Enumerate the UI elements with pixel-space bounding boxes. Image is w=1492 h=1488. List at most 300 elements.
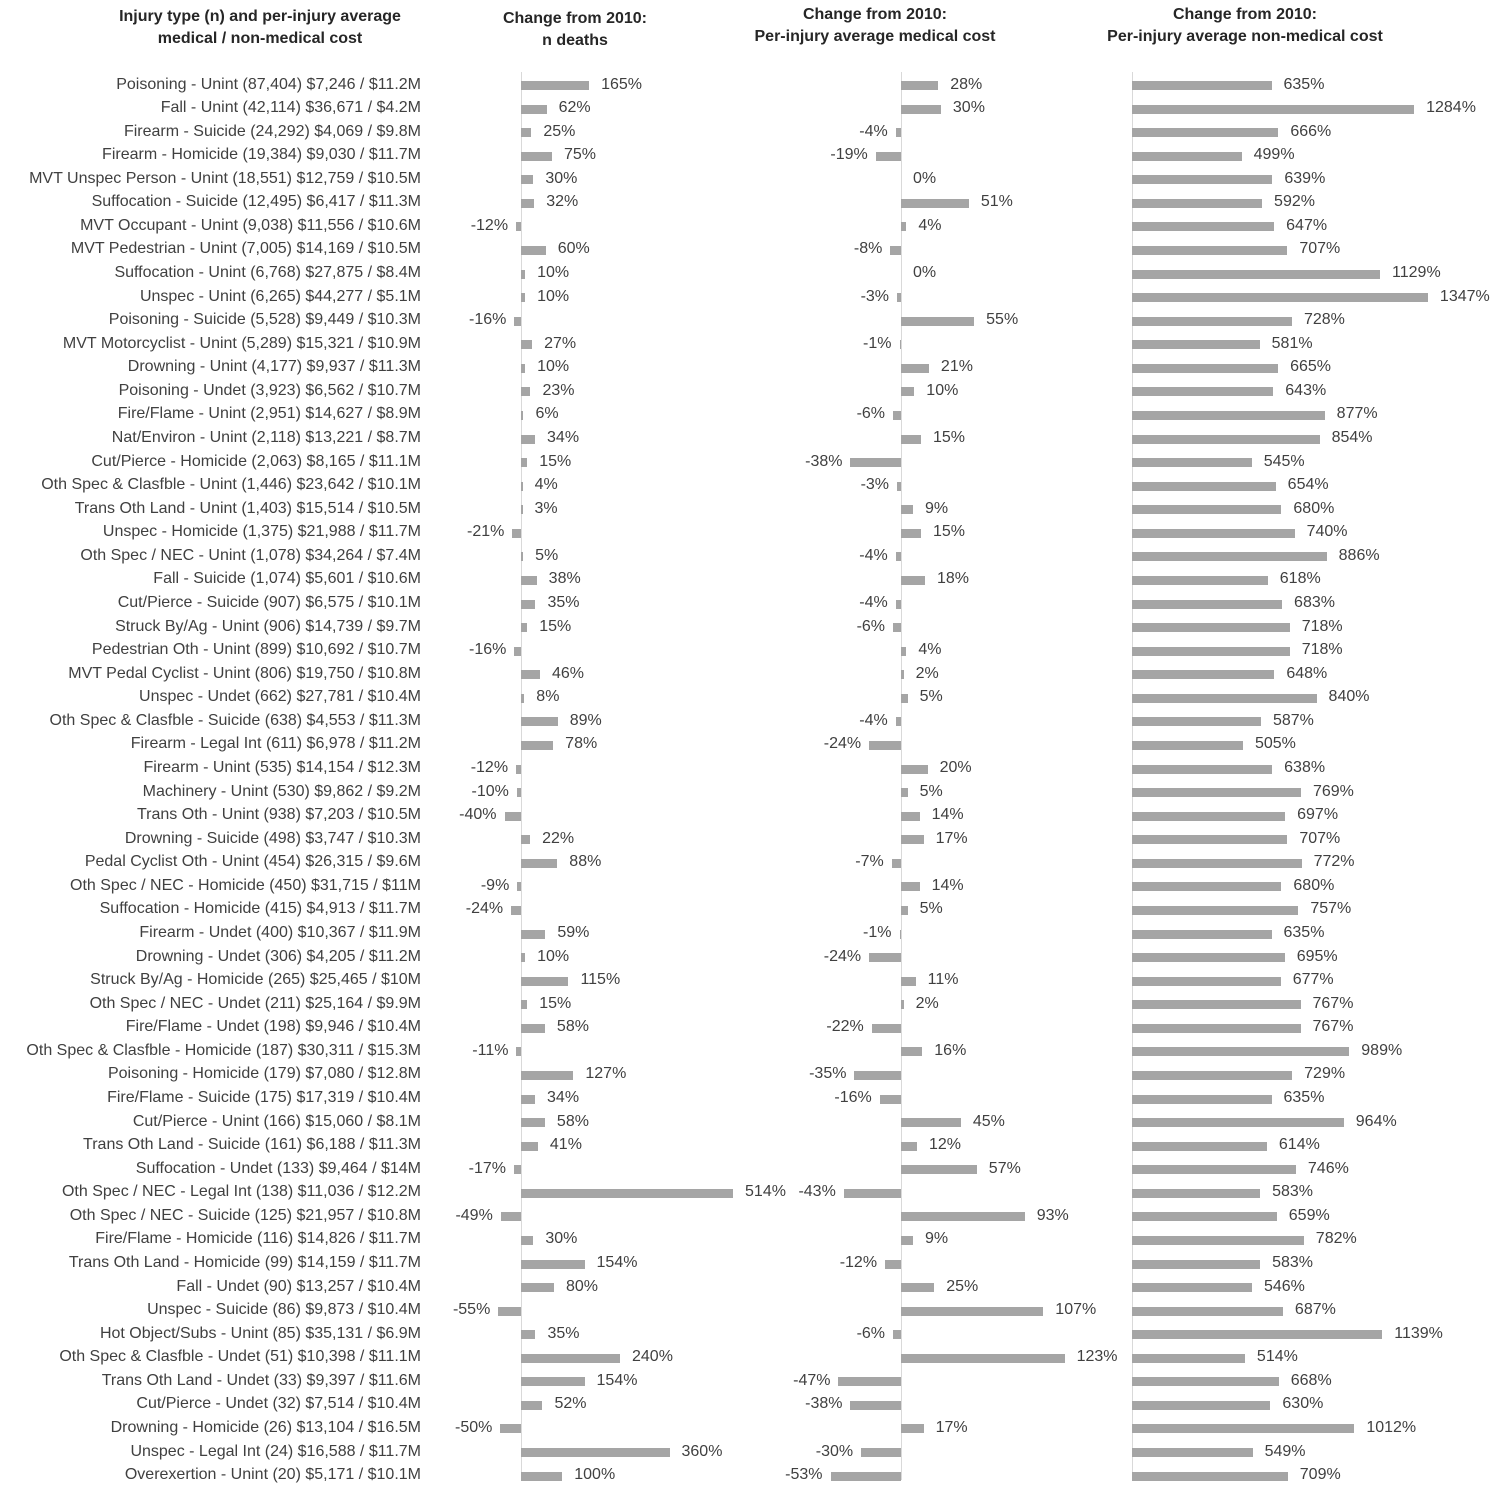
data-label-deaths: 46% (551, 664, 584, 682)
data-label-medical: 9% (924, 1230, 949, 1248)
data-label-medical: 93% (1036, 1206, 1069, 1224)
category-label: Suffocation - Suicide (12,495) $6,417 / $11.3M (91, 193, 421, 211)
data-label-medical: 30% (952, 99, 985, 117)
bar-deaths (521, 387, 530, 396)
bar-medical (900, 930, 902, 939)
bar-medical (880, 1095, 901, 1104)
data-label-nonmedical: 514% (1256, 1348, 1298, 1366)
bar-medical (901, 694, 908, 703)
bar-deaths (521, 1448, 670, 1457)
data-label-medical: -4% (859, 594, 888, 612)
data-label-medical: 17% (935, 1418, 968, 1436)
bar-nonmedical (1132, 882, 1281, 891)
bar-medical (901, 81, 938, 90)
bar-deaths (521, 1118, 545, 1127)
bar-medical (901, 105, 941, 114)
bar-medical (850, 458, 901, 467)
bar-medical (901, 835, 924, 844)
data-label-deaths: 32% (546, 193, 579, 211)
data-label-medical: -24% (823, 735, 862, 753)
data-label-medical: 28% (950, 75, 983, 93)
data-label-deaths: -16% (469, 641, 507, 659)
data-label-medical: 14% (931, 876, 964, 894)
category-label: Pedal Cyclist Oth - Unint (454) $26,315 / $9.6M (84, 853, 421, 871)
data-label-deaths: 240% (632, 1348, 673, 1366)
data-label-medical: 4% (918, 216, 942, 234)
category-label: Oth Spec / NEC - Undet (211) $25,164 / $9.9M (89, 994, 421, 1012)
data-label-medical: -30% (815, 1442, 854, 1460)
bar-nonmedical (1132, 340, 1260, 349)
bar-deaths (517, 882, 521, 891)
bar-medical (901, 1424, 924, 1433)
bar-nonmedical (1132, 505, 1281, 514)
data-label-medical: 45% (972, 1112, 1005, 1130)
data-label-deaths: 34% (547, 1089, 580, 1106)
bar-medical (901, 765, 928, 774)
data-label-medical: -4% (859, 546, 888, 564)
bar-nonmedical (1132, 293, 1428, 302)
bar-deaths (511, 906, 521, 915)
bar-medical (900, 340, 902, 349)
bar-medical (896, 128, 901, 137)
data-label-medical: -22% (826, 1018, 864, 1036)
bar-medical (896, 717, 901, 726)
data-label-deaths: 3% (534, 499, 558, 517)
data-label-nonmedical: 886% (1338, 546, 1380, 564)
data-label-medical: -6% (856, 617, 886, 635)
bar-deaths (521, 482, 523, 491)
bar-deaths (521, 977, 568, 986)
bar-nonmedical (1132, 1448, 1253, 1457)
bar-nonmedical (1132, 1095, 1272, 1104)
bar-nonmedical (1132, 953, 1285, 962)
data-label-nonmedical: 583% (1272, 1254, 1313, 1271)
bar-nonmedical (1132, 1165, 1296, 1174)
data-label-medical: 0% (913, 264, 937, 282)
data-label-medical: -12% (839, 1254, 878, 1271)
category-label: MVT Pedal Cyclist - Unint (806) $19,750 / $10.8M (68, 664, 421, 682)
category-label: Unspec - Unint (6,265) $44,277 / $5.1M (139, 287, 421, 305)
category-label: MVT Pedestrian - Unint (7,005) $14,169 / $10.5M (70, 240, 421, 258)
bar-nonmedical (1132, 1118, 1344, 1127)
category-label: Unspec - Legal Int (24) $16,588 / $11.7M (130, 1442, 421, 1460)
data-label-deaths: 100% (574, 1466, 616, 1484)
data-label-nonmedical: 505% (1254, 735, 1296, 753)
bar-nonmedical (1132, 105, 1414, 114)
bar-medical (901, 1142, 917, 1151)
bar-nonmedical (1132, 81, 1272, 90)
bar-deaths (521, 1354, 620, 1363)
bar-deaths (521, 1260, 585, 1269)
category-label: Firearm - Homicide (19,384) $9,030 / $11.7M (102, 146, 421, 164)
data-label-nonmedical: 782% (1315, 1230, 1357, 1248)
category-label: Oth Spec / NEC - Suicide (125) $21,957 / $10.8M (69, 1206, 421, 1224)
bar-deaths (521, 175, 533, 184)
bar-nonmedical (1132, 1142, 1267, 1151)
data-label-nonmedical: 545% (1263, 452, 1305, 470)
bar-nonmedical (1132, 175, 1272, 184)
data-label-nonmedical: 499% (1253, 146, 1295, 164)
bar-medical (901, 435, 921, 444)
data-label-nonmedical: 709% (1299, 1466, 1341, 1484)
bar-nonmedical (1132, 930, 1272, 939)
bar-medical (893, 623, 901, 632)
data-label-deaths: 6% (535, 405, 559, 423)
data-label-nonmedical: 639% (1284, 169, 1326, 187)
data-label-nonmedical: 654% (1287, 476, 1329, 494)
data-label-nonmedical: 659% (1288, 1206, 1330, 1224)
data-label-nonmedical: 877% (1336, 405, 1378, 423)
data-label-nonmedical: 695% (1296, 947, 1338, 965)
bar-deaths (521, 1236, 533, 1245)
bar-nonmedical (1132, 717, 1261, 726)
data-label-deaths: -16% (469, 311, 507, 329)
data-label-nonmedical: 707% (1299, 829, 1341, 847)
data-label-deaths: -9% (480, 876, 510, 894)
category-label: Drowning - Suicide (498) $3,747 / $10.3M (124, 829, 421, 847)
header-injury-type-line-1: Injury type (n) and per-injury average (119, 8, 401, 25)
bar-deaths (521, 1189, 733, 1198)
category-label: MVT Motorcyclist - Unint (5,289) $15,321 / $10.9M (62, 334, 421, 352)
data-label-deaths: 80% (566, 1277, 599, 1295)
data-label-deaths: 127% (585, 1065, 627, 1083)
bar-medical (901, 576, 925, 585)
data-label-medical: 10% (926, 381, 959, 399)
data-label-deaths: 4% (534, 476, 558, 494)
data-label-medical: -6% (856, 1324, 886, 1342)
category-label: Poisoning - Undet (3,923) $6,562 / $10.7M (118, 381, 421, 399)
category-label: Trans Oth Land - Undet (33) $9,397 / $11.6M (101, 1371, 421, 1389)
data-label-nonmedical: 840% (1328, 688, 1370, 706)
data-label-deaths: 10% (537, 287, 570, 305)
bar-nonmedical (1132, 694, 1317, 703)
data-label-medical: 2% (915, 994, 939, 1012)
data-label-nonmedical: 964% (1355, 1112, 1397, 1130)
bar-deaths (521, 717, 558, 726)
bar-deaths (514, 647, 521, 656)
data-label-nonmedical: 647% (1286, 216, 1328, 234)
bar-deaths (521, 1000, 527, 1009)
data-label-deaths: -10% (471, 782, 509, 800)
category-label: Oth Spec & Clasfble - Undet (51) $10,398 / $11.1M (59, 1348, 421, 1366)
bar-deaths (521, 1071, 573, 1080)
bar-nonmedical (1132, 1330, 1382, 1339)
bar-nonmedical (1132, 387, 1273, 396)
category-label: Firearm - Undet (400) $10,367 / $11.9M (139, 924, 421, 942)
data-label-deaths: 15% (539, 617, 572, 635)
data-label-medical: -3% (860, 476, 890, 494)
data-label-medical: 11% (927, 971, 959, 989)
bar-deaths (521, 552, 523, 561)
bar-deaths (514, 1165, 521, 1174)
data-label-deaths: 78% (565, 735, 598, 753)
data-label-nonmedical: 635% (1283, 924, 1325, 942)
bar-nonmedical (1132, 270, 1380, 279)
data-label-deaths: 15% (539, 994, 572, 1012)
data-label-nonmedical: 718% (1301, 617, 1343, 635)
data-label-deaths: 154% (596, 1371, 638, 1389)
data-label-nonmedical: 587% (1272, 711, 1314, 729)
data-label-medical: -47% (793, 1371, 831, 1389)
data-label-medical: 123% (1076, 1348, 1118, 1366)
category-label: Pedestrian Oth - Unint (899) $10,692 / $10.7M (91, 641, 421, 659)
data-label-deaths: 10% (537, 947, 570, 965)
data-label-nonmedical: 666% (1290, 122, 1332, 140)
data-label-deaths: 22% (542, 829, 575, 847)
bar-deaths (521, 835, 530, 844)
data-label-medical: 12% (928, 1136, 961, 1154)
data-label-nonmedical: 1139% (1394, 1324, 1443, 1342)
bar-nonmedical (1132, 835, 1287, 844)
bar-medical (893, 411, 901, 420)
category-label: Unspec - Homicide (1,375) $21,988 / $11.7M (102, 523, 421, 541)
bar-deaths (521, 411, 523, 420)
bar-medical (869, 953, 901, 962)
bar-deaths (521, 1095, 535, 1104)
category-label: Poisoning - Unint (87,404) $7,246 / $11.2M (116, 75, 421, 93)
bar-nonmedical (1132, 435, 1320, 444)
data-label-medical: 15% (932, 429, 965, 447)
data-label-medical: 4% (918, 641, 942, 659)
data-label-deaths: 8% (536, 688, 560, 706)
bar-deaths (516, 1047, 521, 1056)
bar-medical (876, 152, 901, 161)
data-label-medical: 16% (934, 1041, 967, 1059)
bar-nonmedical (1132, 647, 1290, 656)
data-label-deaths: 58% (556, 1018, 589, 1036)
category-label: Oth Spec & Clasfble - Homicide (187) $30,311 / $15.3M (26, 1041, 421, 1059)
category-label: Fall - Unint (42,114) $36,671 / $4.2M (160, 99, 421, 117)
bar-medical (885, 1260, 901, 1269)
data-label-medical: 17% (935, 829, 968, 847)
data-label-deaths: 88% (569, 853, 602, 871)
bar-deaths (521, 1330, 535, 1339)
data-label-medical: 18% (936, 570, 969, 588)
bar-nonmedical (1132, 552, 1327, 561)
data-label-nonmedical: 546% (1263, 1277, 1305, 1295)
bar-nonmedical (1132, 1307, 1283, 1316)
bar-deaths (516, 765, 521, 774)
data-label-nonmedical: 707% (1299, 240, 1341, 258)
header-non-medical-cost-line-1: Change from 2010: (1172, 6, 1318, 23)
bar-nonmedical (1132, 765, 1272, 774)
data-label-deaths: 38% (548, 570, 581, 588)
data-label-nonmedical: 643% (1285, 381, 1327, 399)
bar-nonmedical (1132, 576, 1268, 585)
header-n-deaths (430, 8, 720, 52)
data-label-nonmedical: 1347% (1439, 287, 1490, 305)
category-label: Fire/Flame - Homicide (116) $14,826 / $11.7M (95, 1230, 421, 1248)
bar-nonmedical (1132, 812, 1285, 821)
category-label: Cut/Pierce - Suicide (907) $6,575 / $10.1M (117, 594, 421, 612)
category-label: Fire/Flame - Undet (198) $9,946 / $10.4M (125, 1018, 421, 1036)
bar-deaths (521, 364, 525, 373)
header-non-medical-cost-line-2: Per-injury average non-medical cost (1107, 28, 1383, 45)
data-label-medical: -3% (860, 287, 890, 305)
bar-nonmedical (1132, 1212, 1277, 1221)
bar-deaths (498, 1307, 521, 1316)
data-label-nonmedical: 1284% (1426, 99, 1476, 117)
data-label-medical: 21% (940, 358, 973, 376)
bar-nonmedical (1132, 458, 1252, 467)
data-label-deaths: 52% (554, 1395, 587, 1413)
data-label-nonmedical: 581% (1271, 334, 1313, 352)
category-label: Machinery - Unint (530) $9,862 / $9.2M (142, 782, 421, 800)
bar-nonmedical (1132, 977, 1281, 986)
data-label-nonmedical: 630% (1282, 1395, 1324, 1413)
data-label-medical: 55% (986, 311, 1019, 329)
bar-nonmedical (1132, 1260, 1260, 1269)
category-label: Drowning - Homicide (26) $13,104 / $16.5M (110, 1418, 421, 1436)
data-label-nonmedical: 635% (1283, 75, 1325, 93)
bar-deaths (521, 1142, 538, 1151)
data-label-deaths: -12% (470, 216, 509, 234)
category-label: Oth Spec / NEC - Homicide (450) $31,715 / $11M (70, 876, 421, 894)
data-label-medical: -38% (805, 1395, 843, 1413)
data-label-medical: -8% (853, 240, 883, 258)
bar-deaths (521, 128, 531, 137)
category-label: Poisoning - Suicide (5,528) $9,449 / $10.3M (108, 311, 421, 329)
data-label-nonmedical: 687% (1294, 1301, 1336, 1319)
bar-medical (901, 647, 906, 656)
data-label-deaths: 35% (547, 1324, 580, 1342)
data-label-deaths: -24% (465, 900, 504, 918)
data-label-nonmedical: 677% (1292, 971, 1334, 989)
data-label-nonmedical: 680% (1293, 499, 1335, 517)
bar-deaths (521, 859, 557, 868)
data-label-nonmedical: 635% (1283, 1089, 1325, 1106)
category-label: MVT Unspec Person - Unint (18,551) $12,759 / $10.5M (29, 169, 421, 187)
data-label-medical: 5% (919, 900, 943, 918)
bar-deaths (521, 600, 535, 609)
bar-medical (901, 882, 920, 891)
data-label-nonmedical: 697% (1297, 806, 1339, 824)
bar-deaths (521, 576, 537, 585)
bar-nonmedical (1132, 623, 1290, 632)
category-label: Cut/Pierce - Undet (32) $7,514 / $10.4M (136, 1395, 421, 1413)
data-label-medical: -43% (798, 1183, 836, 1201)
bar-medical (901, 1165, 977, 1174)
bar-nonmedical (1132, 1236, 1304, 1245)
bar-deaths (521, 953, 525, 962)
category-label: Struck By/Ag - Homicide (265) $25,465 / $10M (90, 971, 421, 989)
category-label: Fire/Flame - Suicide (175) $17,319 / $10.4M (107, 1089, 421, 1106)
data-label-medical: -19% (830, 146, 868, 164)
bar-medical (861, 1448, 901, 1457)
bar-medical (901, 1236, 913, 1245)
category-label: Fall - Undet (90) $13,257 / $10.4M (176, 1277, 421, 1295)
bar-deaths (521, 81, 589, 90)
bar-deaths (521, 1377, 585, 1386)
data-label-medical: 5% (919, 688, 943, 706)
category-label: Suffocation - Unint (6,768) $27,875 / $8.4M (114, 264, 421, 282)
bar-deaths (521, 741, 553, 750)
data-label-medical: -24% (823, 947, 862, 965)
data-label-medical: -35% (809, 1065, 847, 1083)
data-label-medical: -7% (855, 853, 884, 871)
category-label: Fire/Flame - Unint (2,951) $14,627 / $8.9M (117, 405, 421, 423)
data-label-medical: -1% (863, 924, 892, 942)
bar-deaths (512, 529, 521, 538)
category-label: Suffocation - Homicide (415) $4,913 / $11.7M (99, 900, 421, 918)
category-label: Firearm - Suicide (24,292) $4,069 / $9.8M (123, 122, 421, 140)
category-label: Drowning - Undet (306) $4,205 / $11.2M (135, 947, 421, 965)
bar-medical (869, 741, 901, 750)
data-label-deaths: 154% (596, 1254, 638, 1271)
bar-medical (872, 1024, 901, 1033)
data-label-nonmedical: 728% (1303, 311, 1345, 329)
data-label-nonmedical: 680% (1293, 876, 1335, 894)
data-label-nonmedical: 614% (1278, 1136, 1320, 1154)
bar-nonmedical (1132, 1071, 1292, 1080)
header-injury-type-line-2: medical / non-medical cost (157, 30, 363, 47)
bar-medical (901, 812, 920, 821)
data-label-deaths: 75% (563, 146, 596, 164)
header-n-deaths-line-1: Change from 2010: (502, 10, 648, 27)
data-label-medical: -53% (785, 1466, 823, 1484)
bar-medical (901, 222, 906, 231)
bar-nonmedical (1132, 1024, 1301, 1033)
data-label-nonmedical: 1012% (1366, 1418, 1417, 1436)
bar-deaths (514, 317, 521, 326)
bar-deaths (505, 812, 522, 821)
axis-line-medical (901, 72, 902, 1480)
data-label-nonmedical: 740% (1306, 523, 1348, 541)
bar-medical (901, 906, 908, 915)
category-label: Fall - Suicide (1,074) $5,601 / $10.6M (153, 570, 421, 588)
category-label: Trans Oth - Unint (938) $7,203 / $10.5M (137, 806, 421, 824)
data-label-medical: 9% (924, 499, 949, 517)
bar-medical (901, 505, 913, 514)
bar-nonmedical (1132, 317, 1292, 326)
data-label-nonmedical: 549% (1264, 1442, 1306, 1460)
bar-medical (901, 1283, 934, 1292)
bar-deaths (521, 246, 546, 255)
bar-medical (896, 552, 901, 561)
bar-deaths (521, 458, 527, 467)
bar-medical (854, 1071, 901, 1080)
data-label-medical: 20% (939, 759, 972, 777)
bar-nonmedical (1132, 600, 1282, 609)
bar-nonmedical (1132, 1283, 1252, 1292)
data-label-medical: 2% (915, 664, 939, 682)
bar-deaths (521, 270, 525, 279)
data-label-medical: -4% (859, 711, 888, 729)
bar-deaths (501, 1212, 521, 1221)
data-label-medical: -38% (805, 452, 843, 470)
category-label: Firearm - Unint (535) $14,154 / $12.3M (143, 759, 421, 777)
data-label-nonmedical: 592% (1274, 193, 1315, 211)
data-label-deaths: -40% (459, 806, 497, 824)
data-label-nonmedical: 746% (1307, 1159, 1349, 1177)
data-label-deaths: 23% (542, 381, 575, 399)
bar-medical (893, 1330, 901, 1339)
data-label-medical: 51% (980, 193, 1013, 211)
bar-medical (897, 293, 901, 302)
bar-nonmedical (1132, 411, 1325, 420)
bar-nonmedical (1132, 128, 1278, 137)
data-label-deaths: 89% (569, 711, 602, 729)
bar-medical (901, 788, 908, 797)
bar-medical (901, 364, 929, 373)
bar-nonmedical (1132, 1000, 1301, 1009)
bar-medical (844, 1189, 901, 1198)
data-label-deaths: -11% (472, 1041, 509, 1059)
category-label: Trans Oth Land - Suicide (161) $6,188 / $11.3M (83, 1136, 421, 1154)
bar-medical (901, 1047, 922, 1056)
category-label: Firearm - Legal Int (611) $6,978 / $11.2M (130, 735, 421, 753)
data-label-medical: 5% (919, 782, 943, 800)
